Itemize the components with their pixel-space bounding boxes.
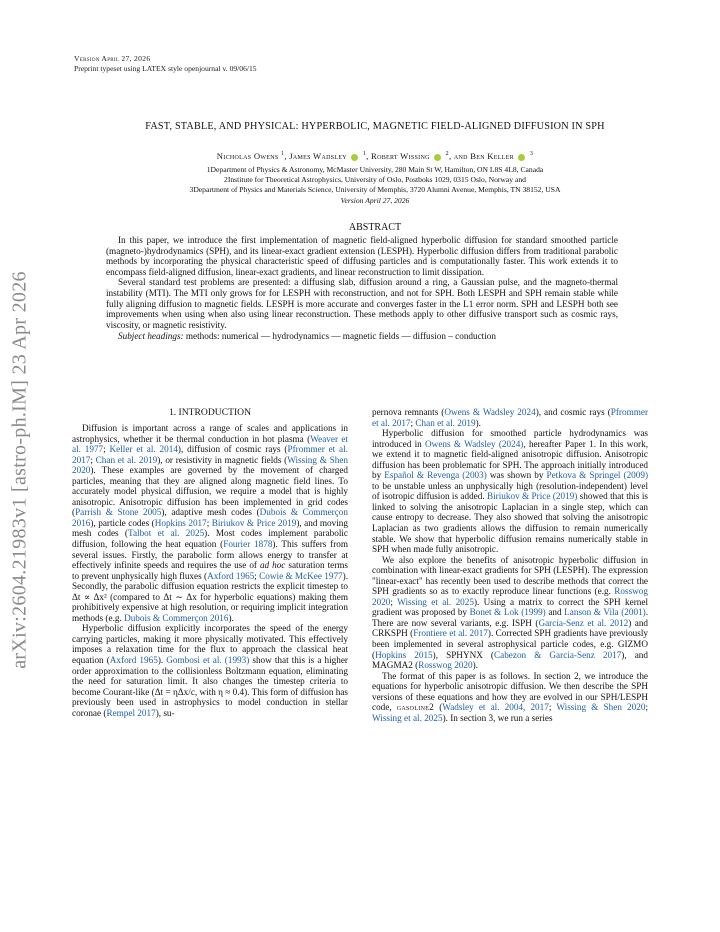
text-run: ). bbox=[472, 660, 478, 671]
text-run: ). bbox=[157, 655, 167, 666]
abstract-heading: ABSTRACT bbox=[348, 222, 402, 233]
text-run: , hereafter Paper 1. In this work, we extend it to magnetic field-aligned anisotropic diffusion. Anisotropic diffusion has been problematic for SPH. The approach initially introduced by bbox=[372, 438, 648, 481]
arxiv-sidebar bbox=[0, 0, 40, 932]
abstract-paragraph: Several standard test problems are presented: a diffusing slab, diffusion around a ring, a Gaussian pulse, and the magneto-thermal instability (MTI). The MTI only grows for for LESPH with reconstruction, and not for SPH. Both LESPH and SPH remain stable while fully aligning diffusion to magnetic fields. LESPH is more accurate and converges faster in the L1 error norm. SPH and LESPH both see improvements when using when also using linear reconstruction. These methods apply to other diffusive transport such as cosmic rays, viscosity, or magnetic resistivity. bbox=[106, 277, 618, 330]
text-run: ), diffusion of cosmic rays ( bbox=[177, 444, 288, 455]
citation-link[interactable]: Bonet & Lok (1999) bbox=[469, 607, 546, 618]
text-run: ; bbox=[90, 454, 96, 465]
body-paragraph bbox=[72, 623, 348, 718]
author-name: James Wadsley bbox=[289, 151, 347, 161]
text-run: ; bbox=[390, 596, 398, 607]
body-paragraph bbox=[372, 407, 648, 428]
text-run: ) and CRKSPH ( bbox=[372, 617, 649, 639]
subject-text: methods: numerical — hydrodynamics — magnetic fields — diffusion – conduction bbox=[183, 331, 496, 342]
version-line: Version April 27, 2026 bbox=[74, 54, 151, 63]
abstract-paragraph: In this paper, we introduce the first implementation of magnetic field-aligned hyperbolic diffusion for standard smoothed particle (magneto-)hydrodynamics (SPH), and its linear-exact gradient extension (LESPH). Hyperbolic diffusion differs from traditional parabolic methods by incorporating the physical characteristic speed of diffusing particles and is computationally faster. This work extends it to encompass field-aligned diffusion, linear-exact gradients, and linear reconstruction to limit dissipation. bbox=[106, 235, 618, 277]
text-run: ), and cosmic rays ( bbox=[535, 407, 611, 417]
text-run: showed that this is linked to solving the anisotropic Laplacian in a single step, which can cause entropy to decrease. They also showed that solving the anisotropic Laplacian as two gradients allows the diffusion to remain numerically stable. We show that hyperbolic diffusion remains numerically stable in SPH when made fully anisotropic. bbox=[372, 491, 648, 555]
text-run: ; bbox=[645, 702, 648, 713]
citation-link[interactable]: Hopkins 2015 bbox=[375, 649, 433, 660]
citation-link[interactable]: Rempel 2017 bbox=[106, 707, 156, 718]
text-run: ), SPHYNX ( bbox=[432, 649, 494, 660]
text-run: show that this is a higher order approximation to the collisionless Boltzmann equation, eliminating the need for saturation limit. It also changes the timestep criteria to become Courant-like (Δt = ηΔx/c, with η ≈ 0.4). This form of diffusion has previously been used in astrophysics to model conduction in stellar coronae ( bbox=[72, 655, 348, 718]
subject-headings bbox=[106, 331, 618, 342]
citation-link[interactable]: Axford 1965 bbox=[207, 570, 255, 581]
text-run: ). Most codes implement parabolic diffusion, following the heat equation ( bbox=[72, 528, 349, 550]
text-run: ; bbox=[410, 417, 416, 428]
abstract bbox=[106, 235, 618, 342]
author-name: Robert Wissing bbox=[371, 151, 430, 161]
left-column bbox=[72, 423, 348, 718]
text-run: and bbox=[545, 607, 565, 618]
citation-link[interactable]: Gombosi et al. (1993) bbox=[166, 655, 250, 666]
preprint-line: Preprint typeset using LATEX style openjournal v. 09/06/15 bbox=[74, 64, 257, 73]
text-run: ), su- bbox=[155, 707, 175, 718]
citation-link[interactable]: Chan et al. 2019 bbox=[95, 454, 158, 465]
text-run: was shown by bbox=[486, 470, 547, 481]
text-run: ; bbox=[548, 702, 557, 713]
text-run: ). These examples are governed by the movement of charged particles, meaning that they are aligned along magnetic field lines. To accurately model physical diffusion, we require a model that is highly anisotropic. Anisotropic diffusion has been implemented in grid codes ( bbox=[72, 465, 348, 518]
citation-link[interactable]: Dubois & Commerçon 2016 bbox=[72, 507, 348, 528]
body-paragraph bbox=[372, 671, 648, 724]
text-run: ). Using a matrix to correct the SPH kernel gradient was proposed by bbox=[372, 596, 648, 618]
citation-link[interactable]: Cowie & McKee 1977 bbox=[259, 570, 343, 581]
citation-link[interactable]: Parrish & Stone 2005 bbox=[75, 507, 162, 518]
text-run: ; bbox=[103, 444, 110, 455]
text-run: Hyperbolic diffusion for smoothed particle hydrodynamics was introduced in bbox=[372, 428, 648, 449]
citation-link[interactable]: Biriukov & Price 2019 bbox=[211, 517, 297, 528]
body-paragraph bbox=[72, 423, 348, 623]
author-name: Nicholas Owens bbox=[216, 151, 279, 161]
author-affil-mark: 2 bbox=[445, 151, 449, 158]
text-run: ; bbox=[254, 570, 260, 581]
text-run: Diffusion is important across a range of scales and applications in astrophysics, whether it be thermal conduction in hot plasma ( bbox=[72, 423, 348, 444]
section-heading: 1. INTRODUCTION bbox=[168, 407, 252, 418]
text-run: saturation terms to prevent unphysically high fluxes ( bbox=[72, 560, 348, 581]
citation-link[interactable]: Rosswog 2020 bbox=[418, 660, 473, 671]
right-column bbox=[372, 407, 648, 723]
citation-link[interactable]: Hopkins 2017 bbox=[154, 517, 207, 528]
citation-link[interactable]: Owens & Wadsley 2024 bbox=[444, 407, 536, 417]
orcid-icon[interactable] bbox=[434, 154, 441, 161]
citation-link[interactable]: Dubois & Commerçon 2016 bbox=[124, 612, 229, 623]
text-run: ). Corrected SPH gradients have previously been implemented in several astrophysical particle codes, e.g. GIZMO ( bbox=[372, 628, 648, 660]
text-run: ), and moving mesh codes ( bbox=[72, 517, 348, 539]
affiliation: 3Department of Physics and Materials Science, University of Memphis, 3720 Alumni Avenue, Memphis, TN 38152, USA bbox=[189, 185, 561, 194]
text-run: ; bbox=[206, 517, 212, 528]
body-paragraph bbox=[372, 555, 648, 671]
affiliation: 1Department of Physics & Astronomy, McMaster University, 280 Main St W, Hamilton, ON L8S 4L8, Canada bbox=[206, 165, 544, 174]
citation-link[interactable]: Frontiere et al. 2017 bbox=[413, 628, 488, 639]
citation-link[interactable]: Wissing et al. 2025 bbox=[397, 596, 474, 607]
orcid-icon[interactable] bbox=[351, 154, 358, 161]
citation-link[interactable]: Biriukov & Price (2019) bbox=[487, 491, 578, 502]
orcid-icon[interactable] bbox=[518, 154, 525, 161]
citation-link[interactable]: Petkova & Springel (2009) bbox=[546, 470, 649, 481]
author-list: Nicholas Owens $^1$, James Wadsley $^1$, Robert Wissing $^2$, and Ben Keller $^3$ bbox=[216, 151, 534, 161]
subject-label: Subject headings: bbox=[118, 331, 184, 342]
citation-link[interactable]: Talbot et al. 2025 bbox=[127, 528, 205, 539]
text-run: ), particle codes ( bbox=[90, 517, 155, 528]
text-run: . There are now several variants, e.g. ISPH ( bbox=[372, 607, 649, 628]
citation-link[interactable]: Pfrommer et al. 2017 bbox=[372, 407, 649, 428]
text-run: ). This suffers from several issues. Firstly, the parabolic form allows energy to transfer at effectively infinite speeds and requires the use of bbox=[72, 539, 349, 571]
body-paragraph bbox=[372, 428, 648, 555]
text-run: We also explore the benefits of anisotropic hyperbolic diffusion in combination with linear-exact gradients for SPH (LESPH). The expression "linear-exact" has recently been used to describe methods that correct the SPH gradients so as to exactly reproduce linear functions (e.g. bbox=[372, 554, 648, 597]
citation-link[interactable]: Axford 1965 bbox=[109, 655, 158, 666]
text-run: ). Secondly, the parabolic diffusion equation restricts the explicit timestep to Δt ∝ Δx² (compared to Δt ∼ Δx for hyperbolic equations) making them prohibitively expensive at high resolution, or requiring implicit integration methods (e.g. bbox=[72, 570, 349, 623]
arxiv-identifier: arXiv:2604.21983v1 [astro-ph.IM] 23 Apr 2026 bbox=[8, 271, 31, 669]
text-run: Hyperbolic diffusion explicitly incorporates the speed of the energy carrying particles, making it more physically motivated. This effectively imposes a relaxation time for the flux to approach the classical heat equation ( bbox=[72, 623, 348, 666]
author-name: and Ben Keller bbox=[453, 151, 514, 161]
citation-link[interactable]: Pfrommer et al. 2017 bbox=[72, 444, 348, 465]
text-run: ), and MAGMA2 ( bbox=[372, 649, 648, 671]
text-run: ). In section 3, we run a series bbox=[442, 712, 553, 723]
citation-link[interactable]: Wissing & Shen 2020 bbox=[72, 454, 348, 476]
text-run: ). bbox=[228, 612, 234, 623]
citation-link[interactable]: Cabezon & Garcia-Senz 2017 bbox=[493, 649, 622, 660]
text-run: to be unstable unless an unphysically high (resolution-independent) level of isotropic diffusion is added. bbox=[372, 480, 648, 502]
citation-link[interactable]: Owens & Wadsley (2024) bbox=[425, 438, 524, 449]
citation-link[interactable]: Keller et al. 2014 bbox=[109, 444, 178, 455]
code-name: gasoline2 bbox=[396, 702, 435, 713]
citation-link[interactable]: Fourier 1878 bbox=[223, 539, 273, 550]
date-line: Version April 27, 2026 bbox=[340, 196, 410, 205]
citation-link[interactable]: Wissing & Shen 2020 bbox=[556, 702, 646, 713]
citation-link[interactable]: Rosswog 2020 bbox=[372, 586, 648, 607]
text-run: ). bbox=[475, 417, 481, 428]
emphasis-text: ad hoc bbox=[259, 560, 286, 571]
citation-link[interactable]: Chan et al. 2019 bbox=[415, 417, 476, 428]
text-run: ( bbox=[434, 702, 443, 713]
citation-link[interactable]: Wissing et al. 2025 bbox=[372, 712, 443, 723]
citation-link[interactable]: Wadsley et al. 2004, 2017 bbox=[442, 702, 549, 713]
citation-link[interactable]: Weaver et al. 1977 bbox=[72, 433, 348, 455]
citation-link[interactable]: Español & Revenga (2003) bbox=[384, 470, 487, 481]
citation-link[interactable]: García-Senz et al. 2012 bbox=[538, 617, 629, 628]
text-run: ), adaptive mesh codes ( bbox=[161, 507, 260, 518]
author-affil-mark: 1 bbox=[281, 151, 285, 158]
citation-link[interactable]: Lanson & Vila (2001) bbox=[564, 607, 646, 618]
text-run: The format of this paper is as follows. In section 2, we introduce the equations for hyperbolic anisotropic diffusion. We then describe the SPH versions of these equations and how they are evolved in our SPH/LESPH code, bbox=[372, 670, 648, 713]
paper-title: FAST, STABLE, AND PHYSICAL: HYPERBOLIC, MAGNETIC FIELD-ALIGNED DIFFUSION IN SPH bbox=[145, 121, 605, 132]
author-affil-mark: 1 bbox=[362, 151, 367, 158]
text-run: pernova remnants ( bbox=[372, 407, 445, 417]
author-affil-mark: 3 bbox=[529, 151, 534, 158]
text-run: ), or resistivity in magnetic fields ( bbox=[157, 454, 288, 465]
affiliation: 2Institute for Theoretical Astrophysics, University of Oslo, Postboks 1029, 0315 Oslo, Norway and bbox=[224, 175, 526, 184]
